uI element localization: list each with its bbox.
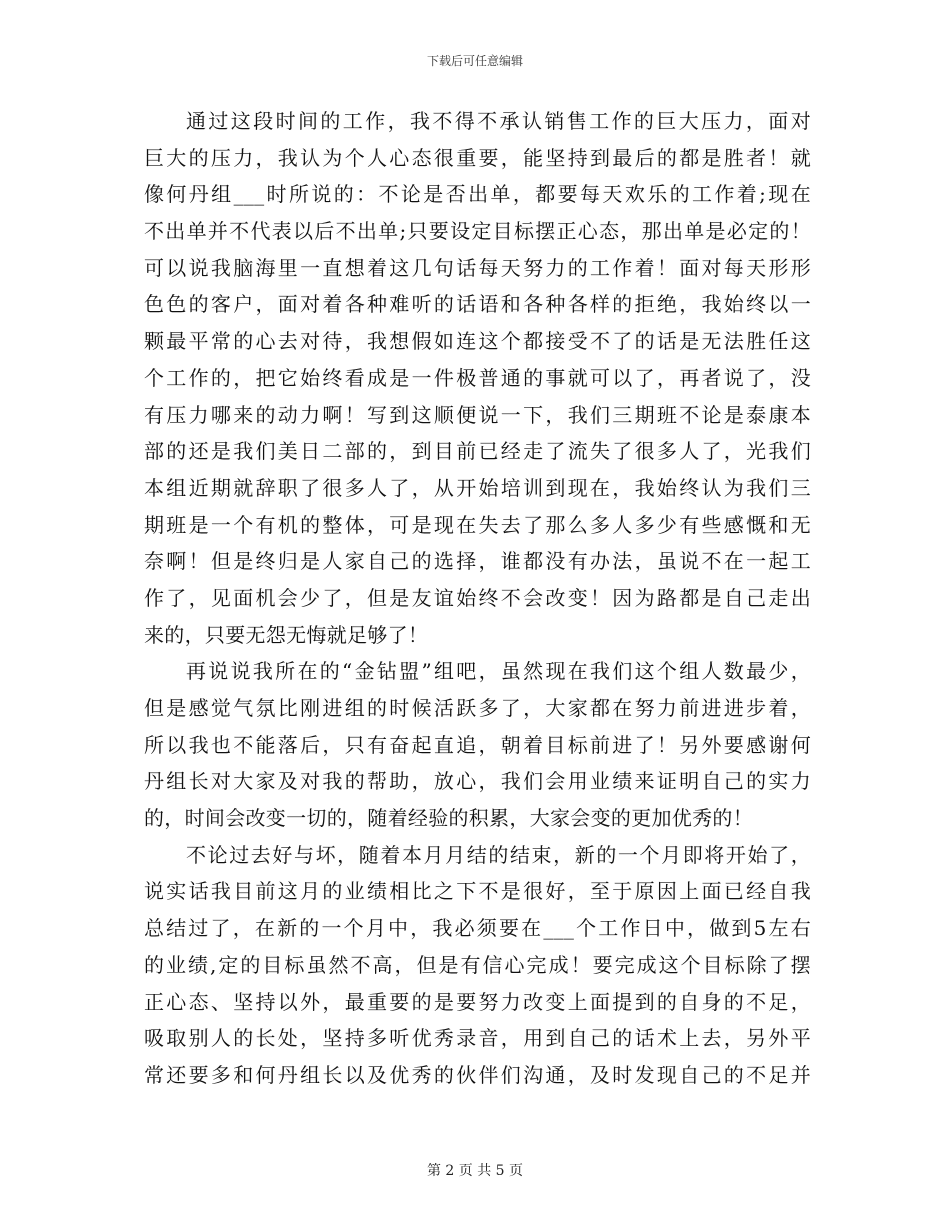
paragraph-1-line-1: 通过这段时间的工作，我不得不承认销售工作的巨大压力，面对 [186, 109, 811, 133]
paragraph-1-line-11: 本组近期就辞职了很多人了，从开始培训到现在，我始终认为我们三 [144, 475, 811, 500]
paragraph-3-line-3: 总结过了，在新的一个月中，我必须要在___个工作日中，做到5左右 [144, 916, 811, 941]
paragraph-1-line-7: 颗最平常的心去对待，我想假如连这个都接受不了的话是无法胜任这 [144, 329, 811, 354]
paragraph-2-line-5: 的，时间会改变一切的，随着经验的积累，大家会变的更加优秀的！ [144, 806, 753, 831]
page-header: 下载后可任意编辑 [426, 54, 523, 68]
paragraph-1-line-13: 奈啊！但是终归是人家自己的选择，谁都没有办法，虽说不在一起工 [144, 549, 811, 574]
paragraph-1-line-15: 来的，只要无怨无悔就足够了！ [144, 622, 429, 647]
paragraph-3-line-1: 不论过去好与坏，随着本月月结的结束，新的一个月即将开始了， [186, 842, 811, 867]
paragraph-3-line-2: 说实话我目前这月的业绩相比之下不是很好，至于原因上面已经自我 [144, 879, 811, 904]
paragraph-1-line-14: 作了，见面机会少了，但是友谊始终不会改变！因为路都是自己走出 [144, 585, 811, 610]
paragraph-2-line-4: 丹组长对大家及对我的帮助，放心，我们会用业绩来证明自己的实力 [144, 769, 811, 794]
paragraph-2-line-3: 所以我也不能落后，只有奋起直追，朝着目标前进了！另外要感谢何 [144, 732, 811, 757]
paragraph-2-line-2: 但是感觉气氛比刚进组的时候活跃多了，大家都在努力前进进步着， [144, 696, 811, 720]
paragraph-1-line-3: 像何丹组___时所说的：不论是否出单，都要每天欢乐的工作着;现在 [144, 182, 811, 207]
paragraph-3-line-6: 吸取别人的长处，坚持多听优秀录音，用到自己的话术上去，另外平 [144, 1026, 811, 1051]
page-number: 第 2 页 共 5 页 [426, 1163, 524, 1179]
paragraph-1-line-9: 有压力哪来的动力啊！写到这顺便说一下，我们三期班不论是泰康本 [144, 402, 811, 427]
paragraph-3-line-5: 正心态、坚持以外，最重要的是要努力改变上面提到的自身的不足， [144, 989, 811, 1014]
paragraph-1-line-10: 部的还是我们美日二部的，到目前已经走了流失了很多人了，光我们 [144, 439, 811, 464]
paragraph-1-line-8: 个工作的，把它始终看成是一件极普通的事就可以了，再者说了，没 [144, 365, 811, 390]
paragraph-1-line-5: 可以说我脑海里一直想着这几句话每天努力的工作着！面对每天形形 [144, 255, 811, 280]
paragraph-1-line-2: 巨大的压力，我认为个人心态很重要，能坚持到最后的都是胜者！就 [144, 145, 811, 170]
paragraph-1-line-4: 不出单并不代表以后不出单;只要设定目标摆正心态，那出单是必定的！ [144, 219, 811, 244]
paragraph-2-line-1: 再说说我所在的“金钻盟”组吧，虽然现在我们这个组人数最少， [186, 659, 811, 684]
paragraph-1-line-6: 色色的客户，面对着各种难听的话语和各种各样的拒绝，我始终以一 [144, 292, 811, 317]
document-body [144, 103, 811, 1094]
paragraph-1-line-12: 期班是一个有机的整体，可是现在失去了那么多人多少有些感慨和无 [144, 512, 811, 537]
paragraph-3-line-4: 的业绩,定的目标虽然不高，但是有信心完成！要完成这个目标除了摆 [144, 952, 811, 977]
paragraph-3-line-7: 常还要多和何丹组长以及优秀的伙伴们沟通，及时发现自己的不足并 [144, 1062, 811, 1087]
